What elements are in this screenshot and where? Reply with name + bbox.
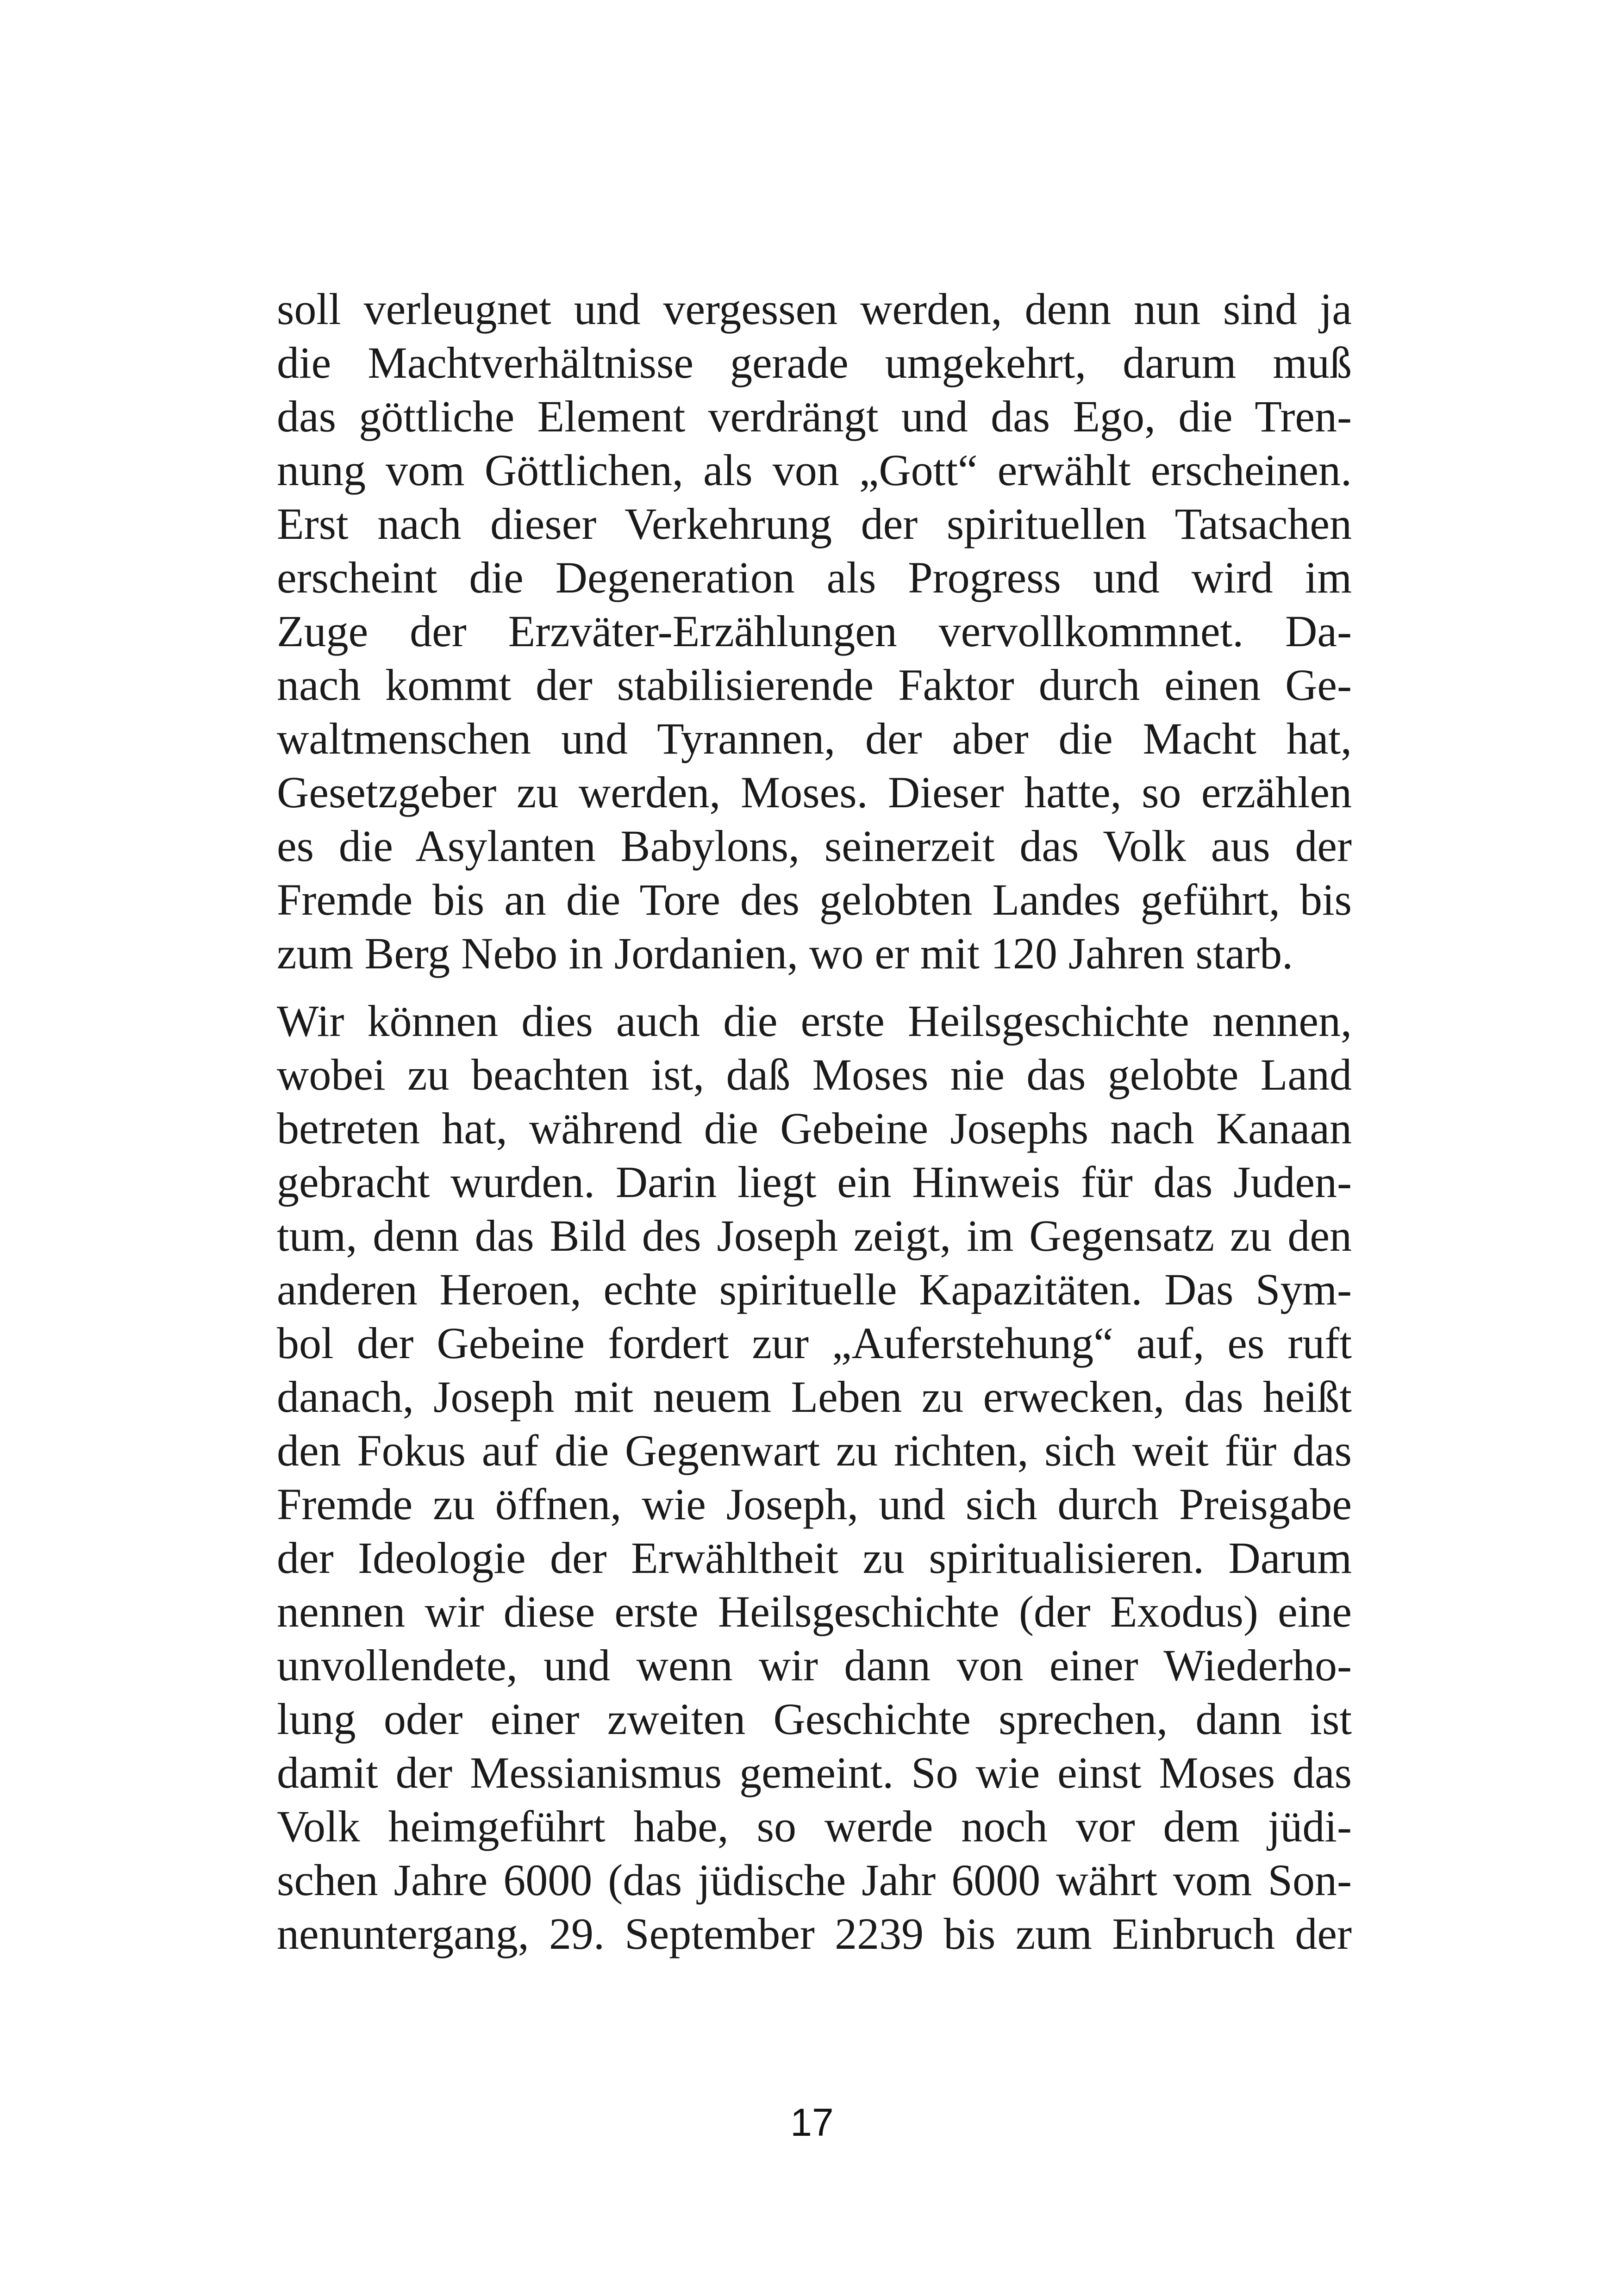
text-line: waltmenschen und Tyrannen, der aber die Macht hat, <box>277 714 1352 763</box>
text-line: betreten hat, während die Gebeine Josephs nach Kanaan <box>277 1104 1352 1153</box>
text-line: der Ideologie der Erwähltheit zu spiritualisieren. Darum <box>277 1533 1352 1583</box>
text-line: unvollendete, und wenn wir dann von einer Wiederho- <box>277 1640 1352 1690</box>
text-line: Gesetzgeber zu werden, Moses. Dieser hatte, so erzählen <box>277 767 1352 817</box>
text-line: nennen wir diese erste Heilsgeschichte (der Exodus) eine <box>277 1587 1352 1636</box>
text-line: das göttliche Element verdrängt und das Ego, die Tren- <box>277 392 1352 441</box>
text-line: erscheint die Degeneration als Progress und wird im <box>277 553 1352 602</box>
text-line: anderen Heroen, echte spirituelle Kapazitäten. Das Sym- <box>277 1265 1352 1314</box>
text-line: schen Jahre 6000 (das jüdische Jahr 6000 währt vom Son- <box>277 1855 1352 1905</box>
text-line: nung vom Göttlichen, als von „Gott“ erwählt erscheinen. <box>277 445 1352 495</box>
text-line: danach, Joseph mit neuem Leben zu erwecken, das heißt <box>277 1372 1352 1422</box>
text-line: Volk heimgeführt habe, so werde noch vor dem jüdi- <box>277 1802 1352 1851</box>
text-line: soll verleugnet und vergessen werden, denn nun sind ja <box>277 284 1352 334</box>
text-line: Wir können dies auch die erste Heilsgeschichte nennen, <box>277 996 1352 1046</box>
text-line: lung oder einer zweiten Geschichte sprechen, dann ist <box>277 1694 1352 1744</box>
text-line: tum, denn das Bild des Joseph zeigt, im Gegensatz zu den <box>277 1211 1352 1260</box>
text-line: die Machtverhältnisse gerade umgekehrt, darum muß <box>277 338 1352 387</box>
text-line: zum Berg Nebo in Jordanien, wo er mit 120 Jahren starb. <box>277 929 1293 978</box>
text-line: Erst nach dieser Verkehrung der spirituellen Tatsachen <box>277 499 1352 549</box>
text-line: nenuntergang, 29. September 2239 bis zum Einbruch der <box>277 1909 1352 1958</box>
text-line: es die Asylanten Babylons, seinerzeit das Volk aus der <box>277 821 1352 871</box>
text-line: wobei zu beachten ist, daß Moses nie das gelobte Land <box>277 1050 1352 1099</box>
paragraph-1 <box>277 282 1352 980</box>
text-line: Fremde zu öffnen, wie Joseph, und sich durch Preisgabe <box>277 1479 1352 1529</box>
paragraph-2 <box>277 994 1352 1961</box>
text-line: den Fokus auf die Gegenwart zu richten, sich weit für das <box>277 1426 1352 1475</box>
text-line: gebracht wurden. Darin liegt ein Hinweis für das Juden- <box>277 1157 1352 1207</box>
text-line: nach kommt der stabilisierende Faktor durch einen Ge- <box>277 660 1352 710</box>
text-line: Fremde bis an die Tore des gelobten Landes geführt, bis <box>277 875 1352 924</box>
text-line: Zuge der Erzväter-Erzählungen vervollkommnet. Da- <box>277 606 1352 656</box>
page-number: 17 <box>790 2101 834 2144</box>
text-line: bol der Gebeine fordert zur „Auferstehung“ auf, es ruft <box>277 1318 1352 1368</box>
text-line: damit der Messianismus gemeint. So wie einst Moses das <box>277 1748 1352 1797</box>
